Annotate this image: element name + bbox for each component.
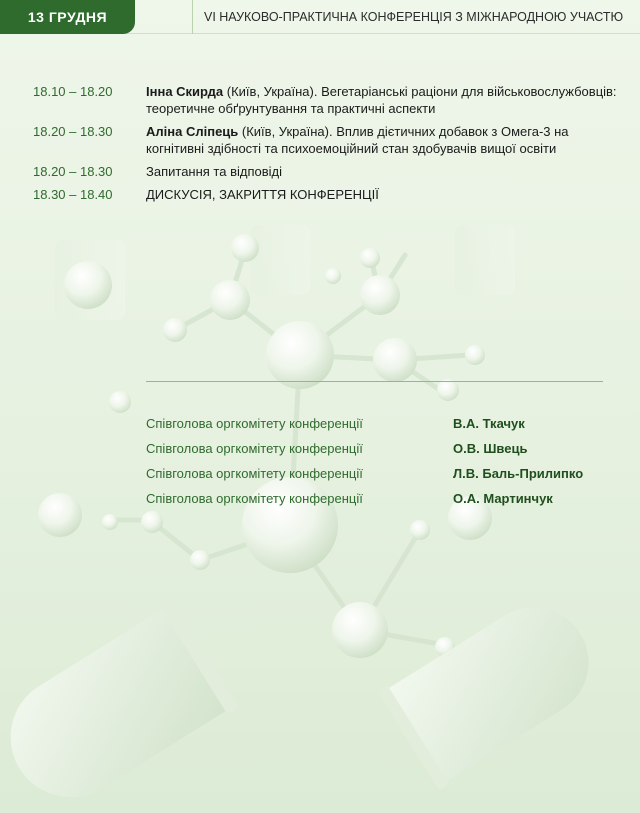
molecule-ball-shape	[325, 268, 341, 284]
molecule-ball-shape	[102, 514, 118, 530]
speaker-name: Інна Скирда	[146, 84, 224, 99]
committee-name: О.А. Мартинчук	[453, 491, 553, 506]
talk-topic: Вегетаріанські раціони для військовослужбовців: теоретичне обґрунтування та практичні аспекти	[146, 84, 617, 116]
molecule-ball-shape	[38, 493, 82, 537]
committee-role: Співголова оргкомітету конференції	[146, 466, 363, 481]
schedule-item	[33, 186, 623, 203]
schedule-text: ДИСКУСІЯ, ЗАКРИТТЯ КОНФЕРЕНЦІЇ	[146, 187, 379, 202]
header-separator	[192, 0, 193, 34]
section-divider	[146, 381, 603, 382]
speaker-location: (Київ, Україна).	[238, 124, 337, 139]
molecule-ball-shape	[190, 550, 210, 570]
glass-cube-shape	[250, 225, 310, 295]
molecule-ball-shape	[360, 275, 400, 315]
schedule-talk	[146, 83, 623, 117]
schedule-time: 18.30 – 18.40	[33, 187, 113, 202]
committee-role: Співголова оргкомітету конференції	[146, 441, 363, 456]
committee-name: О.В. Швець	[453, 441, 528, 456]
molecule-ball-shape	[437, 379, 459, 401]
committee-name: Л.В. Баль-Прилипко	[453, 466, 584, 481]
molecule-ball-shape	[373, 338, 417, 382]
molecule-ball-shape	[332, 602, 388, 658]
conference-title: VI НАУКОВО-ПРАКТИЧНА КОНФЕРЕНЦІЯ З МІЖНАРОДНОЮ УЧАСТЮ	[204, 10, 624, 24]
committee-row	[146, 486, 616, 511]
committee-row	[146, 461, 616, 486]
speaker-name: Аліна Сліпець	[146, 124, 239, 139]
committee-row	[146, 411, 616, 436]
molecule-ball-shape	[163, 318, 187, 342]
schedule-text: Запитання та відповіді	[146, 164, 282, 179]
molecule-ball-shape	[210, 280, 250, 320]
schedule-time: 18.10 – 18.20	[33, 84, 113, 99]
molecule-ball-shape	[141, 511, 163, 533]
talk-topic: Вплив дієтичних добавок з Омега-3 на когнітивні здібності та психоемоційний стан здобувачів вищої освіти	[146, 124, 569, 156]
schedule-item	[33, 83, 623, 117]
page-header	[0, 0, 640, 34]
molecule-ball-shape	[64, 261, 112, 309]
schedule-time: 18.20 – 18.30	[33, 124, 113, 139]
committee-list	[146, 411, 616, 511]
schedule-time: 18.20 – 18.30	[33, 164, 113, 179]
date-badge: 13 ГРУДНЯ	[0, 0, 135, 34]
committee-name: В.А. Ткачук	[453, 416, 525, 431]
schedule-item	[33, 163, 623, 180]
glass-cube-shape	[455, 225, 515, 295]
schedule-list	[33, 83, 623, 209]
molecule-ball-shape	[266, 321, 334, 389]
speaker-location: (Київ, Україна).	[223, 84, 322, 99]
molecule-ball-shape	[410, 520, 430, 540]
committee-row	[146, 436, 616, 461]
committee-role: Співголова оргкомітету конференції	[146, 491, 363, 506]
schedule-item	[33, 123, 623, 157]
molecule-ball-shape	[465, 345, 485, 365]
molecule-ball-shape	[231, 234, 259, 262]
committee-role: Співголова оргкомітету конференції	[146, 416, 363, 431]
molecule-ball-shape	[109, 391, 131, 413]
schedule-talk	[146, 123, 623, 157]
molecule-ball-shape	[360, 248, 380, 268]
